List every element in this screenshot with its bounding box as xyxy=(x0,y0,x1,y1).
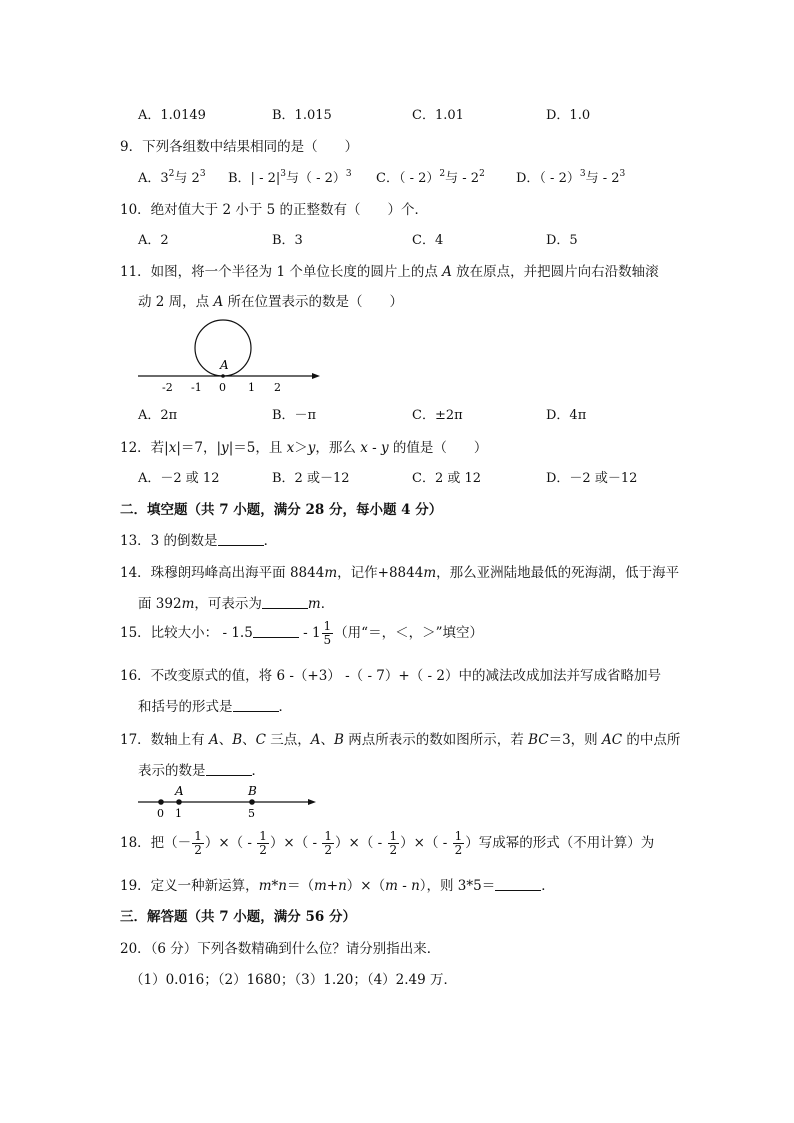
fraction-one-half: $\frac{1}{2}$ xyxy=(259,829,267,857)
q11-stem-line1: 11．如图，将一个半径为 1 个单位长度的圆片上的点 A 放在原点，并把圆片向右沿数轴滚 xyxy=(120,264,659,280)
q16-stem-line2: 和括号的形式是 ． xyxy=(138,699,292,715)
q17-stem-line2: 表示的数是 ． xyxy=(138,763,265,779)
tick-label: 0 xyxy=(157,807,164,820)
q17-stem-line1: 17．数轴上有 A、B、C 三点，A、B 两点所表示的数如图所示，若 BC＝3，则 AC 的中点所 xyxy=(120,732,681,748)
q10-option-c: C．4 xyxy=(412,233,444,248)
fraction-one-half: $\frac{1}{2}$ xyxy=(324,829,333,857)
q8-option-d: D．1.0 xyxy=(546,108,591,123)
tick-label: -2 xyxy=(162,381,173,394)
q9-option-d: D．（ - 2）$^3$与 - $2^3$ xyxy=(516,169,626,186)
answer-blank[interactable] xyxy=(206,763,252,776)
q9-option-b: B．| - $2|^3$与（ - 2）$^3$ xyxy=(228,169,352,186)
fraction-one-fifth: $\frac{1}{5}$ xyxy=(323,619,332,647)
tick-label: 1 xyxy=(175,807,182,820)
point-a-dot xyxy=(176,799,182,805)
q11-stem-line2: 动 2 周，点 A 所在位置表示的数是（ ） xyxy=(138,294,404,310)
q11-option-b: B．－π xyxy=(272,408,317,423)
q12-option-c: C．2 或 12 xyxy=(412,471,482,486)
answer-blank[interactable] xyxy=(262,596,308,609)
q18-stem: 18．把（－ $\frac{1}{2}$ ）×（ - $\frac{1}{2}$ ）×（ - $\frac{1}{2}$ ）×（ - $\frac{1}{2}$ ）×（ - $\frac{1}{2}$ ）写成幂的形式（不用计算）为 xyxy=(120,829,655,857)
tick-label: 2 xyxy=(274,381,281,394)
q12-option-d: D．－2 或－12 xyxy=(546,471,638,486)
tick-label: 0 xyxy=(219,381,226,394)
axis-arrow-icon xyxy=(312,373,320,379)
q19-stem: 19．定义一种新运算，m*n＝（m+n）×（m - n），则 3*5＝ ． xyxy=(120,878,555,894)
q11-number-line-figure xyxy=(130,318,330,398)
q17-number-line-figure xyxy=(130,782,330,822)
fraction-one-half: $\frac{1}{2}$ xyxy=(389,829,398,857)
tick-label: 5 xyxy=(248,807,255,820)
q12-option-a: A．－2 或 12 xyxy=(138,471,220,486)
tick-label: -1 xyxy=(191,381,202,394)
q10-option-d: D．5 xyxy=(546,233,578,248)
q10-stem: 10．绝对值大于 2 小于 5 的正整数有（ ）个． xyxy=(120,202,429,218)
q8-option-a: A．1.0149 xyxy=(138,108,206,123)
q12-option-b: B．2 或－12 xyxy=(272,471,350,486)
q11-option-a: A．2π xyxy=(138,408,178,423)
q14-stem-line2: 面 392m，可表示为 m． xyxy=(138,596,335,612)
q11-option-d: D．4π xyxy=(546,408,587,423)
answer-blank[interactable] xyxy=(495,878,541,891)
fraction-one-half: $\frac{1}{2}$ xyxy=(454,829,463,857)
point-a-label: A xyxy=(220,358,229,372)
q20-items: （1）0.016；（2）1680；（3）1.20；（4）2.49 万． xyxy=(130,972,458,988)
fraction-one-half: $\frac{1}{2}$ xyxy=(194,829,202,857)
point-b-dot xyxy=(249,799,255,805)
origin-dot xyxy=(158,799,164,805)
q12-stem: 12．若|x|＝7，|y|＝5，且 x＞y，那么 x - y 的值是（ ） xyxy=(120,440,488,456)
answer-blank[interactable] xyxy=(233,699,279,712)
q9-stem: 9．下列各组数中结果相同的是（ ） xyxy=(120,139,359,155)
point-b-label: B xyxy=(248,784,257,798)
section-3-heading: 三．解答题（共 7 小题，满分 56 分） xyxy=(120,909,356,925)
q8-option-b: B．1.015 xyxy=(272,108,332,123)
point-a-label: A xyxy=(175,784,184,798)
answer-blank[interactable] xyxy=(253,625,299,638)
q10-option-b: B．3 xyxy=(272,233,303,248)
q20-stem: 20．（6 分）下列各数精确到什么位？请分别指出来． xyxy=(120,941,441,957)
tick-label: 1 xyxy=(248,381,255,394)
q10-option-a: A．2 xyxy=(138,233,169,248)
axis-arrow-icon xyxy=(308,799,316,805)
section-2-heading: 二．填空题（共 7 小题，满分 28 分，每小题 4 分） xyxy=(120,502,443,518)
q11-option-c: C．±2π xyxy=(412,408,463,423)
q13-stem: 13．3 的倒数是 ． xyxy=(120,533,278,549)
q9-option-c: C．（ - 2）$^2$与 - $2^2$ xyxy=(376,169,485,186)
q15-stem: 15．比较大小： - 1.5 - 1 $\frac{1}{5}$ （用“＝，＜，＞”填空） xyxy=(120,619,483,647)
answer-blank[interactable] xyxy=(218,533,264,546)
q8-option-c: C．1.01 xyxy=(412,108,464,123)
q9-option-a: A．$3^2$与 $2^3$ xyxy=(138,169,206,186)
q14-stem-line1: 14．珠穆朗玛峰高出海平面 8844m，记作+8844m，那么亚洲陆地最低的死海湖，低于海平 xyxy=(120,565,680,581)
q16-stem-line1: 16．不改变原式的值，将 6 -（+3） -（ - 7）+（ - 2）中的减法改成加法并写成省略加号 xyxy=(120,668,661,684)
point-a-dot xyxy=(221,374,225,378)
